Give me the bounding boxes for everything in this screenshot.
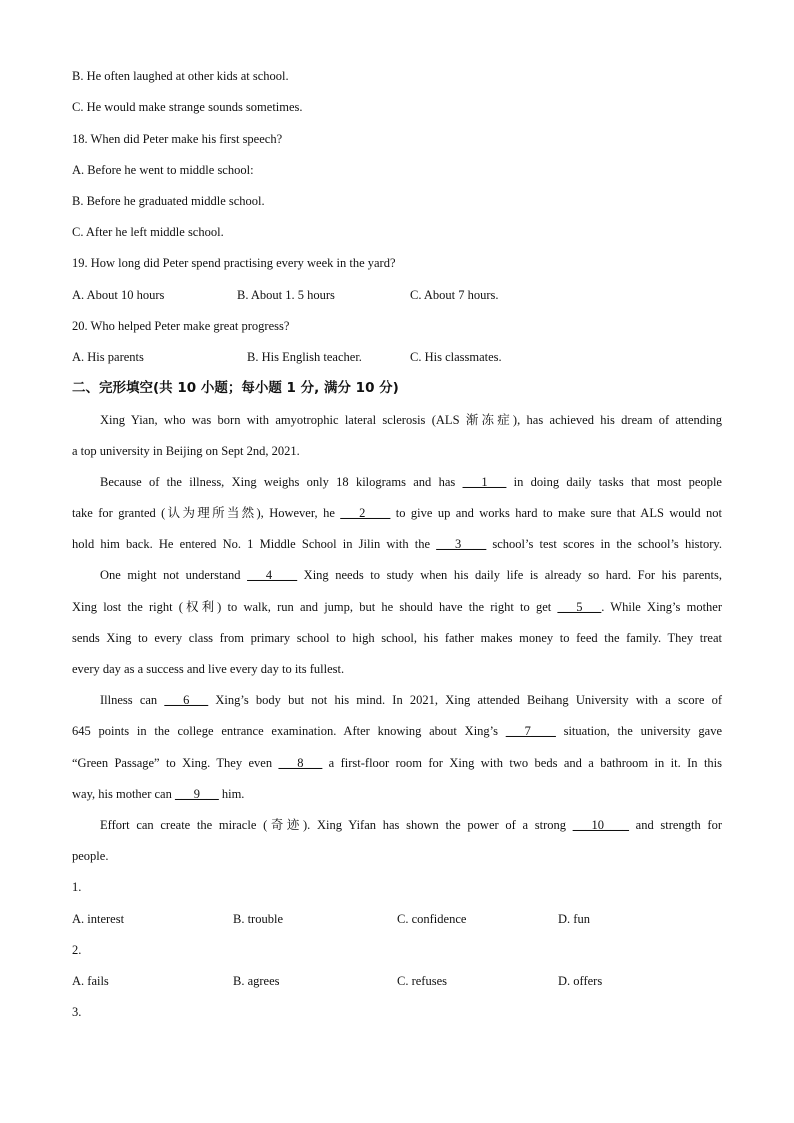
cloze-question-number: 1.: [72, 880, 82, 894]
cloze-q2-options: [72, 973, 722, 989]
passage-line: “Green Passage” to Xing. They even ___8___ a first-floor room for Xing with two beds and a bathroom in it. In this: [72, 756, 723, 770]
cq1-option-a: A. interest: [72, 912, 125, 926]
q20-option-b: B. His English teacher.: [247, 350, 362, 364]
q18-option-c: C. After he left middle school.: [72, 225, 224, 239]
q20-option-a: A. His parents: [72, 350, 144, 364]
passage-line: Xing lost the right (权利) to walk, run and jump, but he should have the right to get ___5___. While Xing’s mother: [72, 600, 723, 614]
q20-options: [72, 349, 722, 365]
blank-6: ___6___: [164, 693, 209, 707]
q19-option-a: A. About 10 hours: [72, 288, 165, 302]
blank-1: ___1___: [462, 475, 507, 489]
passage-line: Because of the illness, Xing weighs only 18 kilograms and has ___1___ in doing daily tasks that most people: [100, 475, 722, 489]
cq2-option-b: B. agrees: [233, 974, 280, 988]
cq2-option-a: A. fails: [72, 974, 109, 988]
passage-line: sends Xing to every class from primary school to high school, his father makes money to feed the family. They treat: [72, 631, 722, 645]
cloze-q1-options: [72, 911, 722, 927]
q17-option-c: C. He would make strange sounds sometimes.: [72, 100, 303, 114]
passage-line: 645 points in the college entrance examination. After knowing about Xing’s ___7____ situation, the university gave: [72, 724, 722, 738]
cq1-option-d: D. fun: [558, 912, 590, 926]
passage-line: Xing Yian, who was born with amyotrophic lateral sclerosis (ALS 渐冻症), has achieved his dream of attending: [100, 413, 722, 427]
passage-line: One might not understand ___4____ Xing needs to study when his daily life is already so hard. For his parents,: [100, 568, 722, 582]
passage-line: people.: [72, 849, 109, 863]
passage-line: a top university in Beijing on Sept 2nd, 2021.: [72, 444, 300, 458]
passage-line: hold him back. He entered No. 1 Middle School in Jilin with the ___3____ school’s test scores in the school’s history.: [72, 537, 722, 551]
cq1-option-c: C. confidence: [397, 912, 467, 926]
cq1-option-b: B. trouble: [233, 912, 283, 926]
blank-10: ___10____: [572, 818, 629, 832]
cq2-option-c: C. refuses: [397, 974, 447, 988]
q19-options: [72, 287, 722, 303]
cloze-question-number: 3.: [72, 1005, 82, 1019]
blank-3: ___3____: [436, 537, 487, 551]
passage-line: way, his mother can ___9___ him.: [72, 787, 245, 801]
q19-stem: 19. How long did Peter spend practising every week in the yard?: [72, 256, 396, 270]
q18-stem: 18. When did Peter make his first speech?: [72, 132, 283, 146]
q20-stem: 20. Who helped Peter make great progress?: [72, 319, 290, 333]
q19-option-c: C. About 7 hours.: [410, 288, 499, 302]
blank-4: ___4____: [247, 568, 298, 582]
q20-option-c: C. His classmates.: [410, 350, 502, 364]
passage-line: take for granted (认为理所当然), However, he ___2____ to give up and works hard to make sure that ALS would not: [72, 506, 722, 520]
section-heading: 二、完形填空(共 10 小题；每小题 1 分, 满分 10 分): [72, 380, 399, 396]
cq2-option-d: D. offers: [558, 974, 603, 988]
q18-option-b: B. Before he graduated middle school.: [72, 194, 265, 208]
q19-option-b: B. About 1. 5 hours: [237, 288, 335, 302]
blank-9: ___9___: [174, 787, 219, 801]
passage-line: Illness can ___6___ Xing’s body but not his mind. In 2021, Xing attended Beihang University with a score of: [100, 693, 723, 707]
passage-line: every day as a success and live every day to its fullest.: [72, 662, 345, 676]
blank-5: ___5___: [557, 600, 602, 614]
blank-8: ___8___: [278, 756, 323, 770]
q17-option-b: B. He often laughed at other kids at school.: [72, 69, 289, 83]
cloze-question-number: 2.: [72, 943, 82, 957]
blank-7: ___7____: [505, 724, 556, 738]
q18-option-a: A. Before he went to middle school:: [72, 163, 254, 177]
blank-2: ___2____: [340, 506, 391, 520]
passage-line: Effort can create the miracle (奇迹). Xing Yifan has shown the power of a strong ___10____ and strength for: [100, 818, 722, 832]
